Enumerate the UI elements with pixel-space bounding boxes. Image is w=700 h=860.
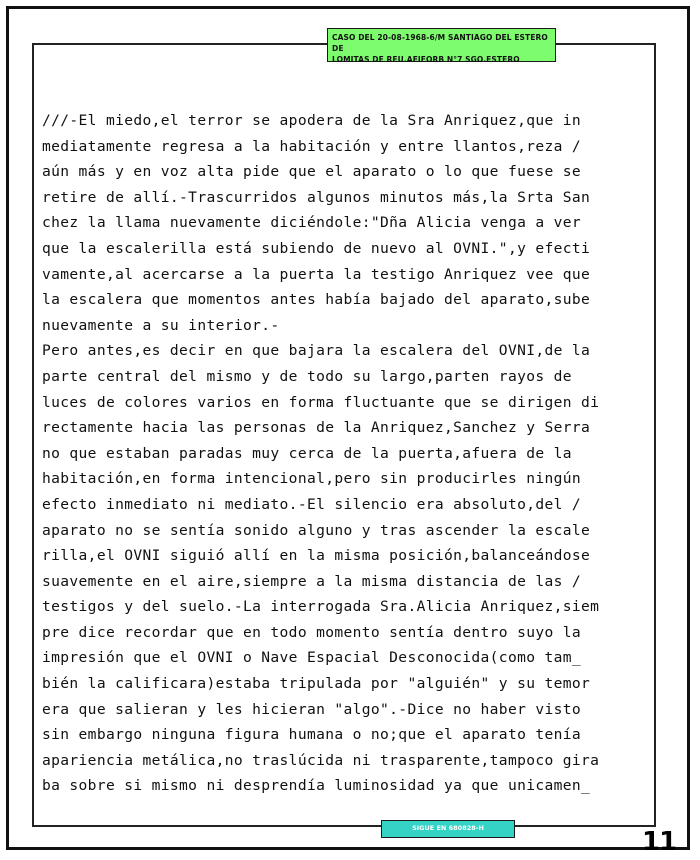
text-line: rectamente hacia las personas de la Anriquez,Sanchez y Serra [42, 419, 591, 437]
text-line: apariencia metálica,no traslúcida ni trasparente,tampoco gira [42, 751, 600, 769]
text-line: vamente,al acercarse a la puerta la testigo Anriquez vee que [42, 265, 591, 283]
text-line: luces de colores varios en forma fluctuante que se dirigen di [42, 393, 600, 411]
text-line: impresión que el OVNI o Nave Espacial Desconocida(como tam_ [42, 649, 582, 667]
text-line: ///-El miedo,el terror se apodera de la Sra Anriquez,que in [42, 112, 582, 129]
text-line: bién la calificara)estaba tripulada por "alguién" y su temor [42, 675, 591, 693]
text-line: sin embargo ninguna figura humana o no;que el aparato tenía [42, 726, 582, 744]
text-line: testigos y del suelo.-La interrogada Sra.Alicia Anriquez,siem [42, 598, 600, 616]
page-number: 11 [642, 827, 677, 857]
text-line: rilla,el OVNI siguió allí en la misma posición,balanceándose [42, 547, 591, 565]
text-line: aparato no se sentía sonido alguno y tras ascender la escale [42, 521, 591, 539]
continuation-label: SIGUE EN 680828-H [381, 820, 515, 838]
text-line: efecto inmediato ni mediato.-El silencio era absoluto,del / [42, 495, 582, 513]
text-line: chez la llama nuevamente diciéndole:"Dña Alicia venga a ver [42, 214, 582, 232]
case-header-line-2: LOMITAS DE REU.AEIFORB N°7 SGO.ESTERO [332, 55, 520, 64]
text-line: retire de allí.-Trascurridos algunos minutos más,la Srta San [42, 188, 591, 206]
text-line: la escalera que momentos antes había bajado del aparato,sube [42, 291, 591, 309]
text-line: ba sobre si mismo ni desprendía luminosidad ya que unicamen_ [42, 777, 591, 795]
text-line: Pero antes,es decir en que bajara la escalera del OVNI,de la [42, 342, 591, 360]
text-line: habitación,en forma intencional,pero sin producirles ningún [42, 470, 582, 488]
text-line: parte central del mismo y de todo su largo,parten rayos de [42, 367, 572, 385]
text-line: era que salieran y les hicieran "algo".-Dice no haber visto [42, 700, 582, 718]
document-body [42, 108, 668, 799]
text-line: nuevamente a su interior.- [42, 316, 280, 334]
text-line: aún más y en voz alta pide que el aparato o lo que fuese se [42, 163, 582, 181]
text-line: suavemente en el aire,siempre a la misma distancia de las / [42, 572, 582, 590]
case-header-line-1: CASO DEL 20-08-1968-6/M SANTIAGO DEL ESTERO DE [332, 33, 548, 53]
case-header-label [327, 28, 556, 62]
text-line: pre dice recordar que en todo momento sentía dentro suyo la [42, 623, 582, 641]
text-line: mediatamente regresa a la habitación y entre llantos,reza / [42, 137, 582, 155]
text-line: no que estaban paradas muy cerca de la puerta,afuera de la [42, 444, 572, 462]
text-line: que la escalerilla está subiendo de nuevo al OVNI.",y efecti [42, 239, 591, 257]
